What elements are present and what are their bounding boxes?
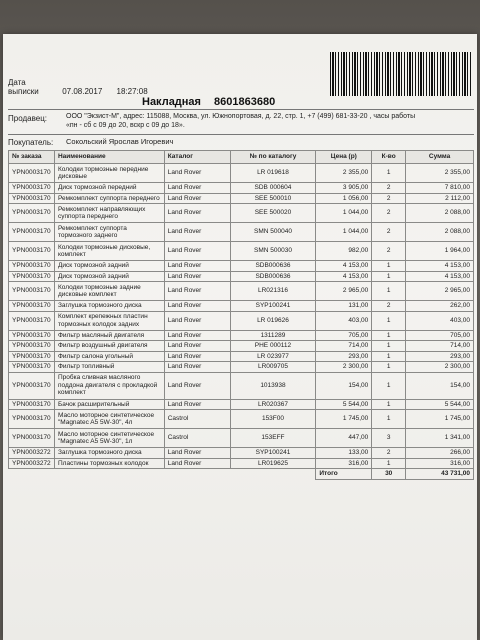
invoice-number: 8601863680 xyxy=(214,96,276,108)
cell-catalog: Land Rover xyxy=(164,193,230,204)
cell-order: YPN0003170 xyxy=(9,372,55,399)
col-header-part: № по каталогу xyxy=(230,151,316,164)
cell-price: 4 153,00 xyxy=(316,261,372,272)
col-header-order: № заказа xyxy=(9,151,55,164)
cell-price: 133,00 xyxy=(316,448,372,459)
cell-name: Фильтр топливный xyxy=(54,362,164,373)
cell-price: 131,00 xyxy=(316,301,372,312)
table-row xyxy=(9,351,474,362)
cell-name: Колодки тормозные задние дисковые комплект xyxy=(54,282,164,301)
cell-part: 153F00 xyxy=(230,410,316,429)
table-row xyxy=(9,223,474,242)
cell-catalog: Land Rover xyxy=(164,164,230,183)
cell-part: SYP100241 xyxy=(230,301,316,312)
cell-part: SDB 000604 xyxy=(230,183,316,194)
cell-catalog: Land Rover xyxy=(164,372,230,399)
table-row xyxy=(9,362,474,373)
cell-name: Диск тормозной задний xyxy=(54,271,164,282)
cell-sum: 316,00 xyxy=(406,458,474,469)
cell-order: YPN0003170 xyxy=(9,362,55,373)
cell-order: YPN0003170 xyxy=(9,429,55,448)
cell-part: SEE 500010 xyxy=(230,193,316,204)
cell-price: 1 044,00 xyxy=(316,223,372,242)
total-spacer xyxy=(9,469,55,480)
cell-order: YPN0003170 xyxy=(9,242,55,261)
cell-part: SYP100241 xyxy=(230,448,316,459)
barcode-image xyxy=(330,52,472,96)
cell-price: 1 044,00 xyxy=(316,204,372,223)
cell-qty: 1 xyxy=(372,311,406,330)
cell-name: Ремкомплект суппорта переднего xyxy=(54,193,164,204)
cell-part: SDB000636 xyxy=(230,271,316,282)
cell-catalog: Land Rover xyxy=(164,362,230,373)
cell-price: 403,00 xyxy=(316,311,372,330)
cell-part: PHE 000112 xyxy=(230,341,316,352)
cell-qty: 2 xyxy=(372,242,406,261)
cell-order: YPN0003170 xyxy=(9,351,55,362)
cell-qty: 2 xyxy=(372,301,406,312)
cell-part: LR 023977 xyxy=(230,351,316,362)
total-label: Итого xyxy=(316,469,372,480)
total-sum: 43 731,00 xyxy=(406,469,474,480)
buyer-name: Сокольский Ярослав Игоревич xyxy=(66,137,174,146)
cell-price: 3 905,00 xyxy=(316,183,372,194)
invoice-title xyxy=(142,96,275,108)
cell-part: 1311289 xyxy=(230,330,316,341)
cell-order: YPN0003170 xyxy=(9,204,55,223)
cell-qty: 2 xyxy=(372,204,406,223)
cell-part: LR 019626 xyxy=(230,311,316,330)
table-row xyxy=(9,242,474,261)
cell-order: YPN0003170 xyxy=(9,193,55,204)
cell-order: YPN0003170 xyxy=(9,282,55,301)
cell-order: YPN0003272 xyxy=(9,458,55,469)
cell-name: Диск тормозной передний xyxy=(54,183,164,194)
cell-qty: 3 xyxy=(372,429,406,448)
cell-part: 1013938 xyxy=(230,372,316,399)
cell-sum: 154,00 xyxy=(406,372,474,399)
divider xyxy=(8,134,474,135)
cell-catalog: Land Rover xyxy=(164,242,230,261)
cell-order: YPN0003170 xyxy=(9,410,55,429)
col-header-name: Наименование xyxy=(54,151,164,164)
cell-qty: 2 xyxy=(372,193,406,204)
cell-price: 316,00 xyxy=(316,458,372,469)
cell-price: 447,00 xyxy=(316,429,372,448)
cell-qty: 1 xyxy=(372,410,406,429)
cell-price: 154,00 xyxy=(316,372,372,399)
cell-order: YPN0003170 xyxy=(9,271,55,282)
cell-sum: 4 153,00 xyxy=(406,271,474,282)
cell-sum: 7 810,00 xyxy=(406,183,474,194)
table-row xyxy=(9,372,474,399)
date-label: Дата выписки xyxy=(8,78,39,96)
table-header-row xyxy=(9,151,474,164)
date-value: 07.08.2017 xyxy=(62,87,103,96)
cell-sum: 2 088,00 xyxy=(406,204,474,223)
table-row xyxy=(9,410,474,429)
cell-price: 2 965,00 xyxy=(316,282,372,301)
items-table xyxy=(8,150,474,480)
cell-sum: 714,00 xyxy=(406,341,474,352)
cell-qty: 1 xyxy=(372,164,406,183)
table-row xyxy=(9,183,474,194)
table-row xyxy=(9,448,474,459)
cell-order: YPN0003170 xyxy=(9,261,55,272)
cell-name: Бачок расширительный xyxy=(54,399,164,410)
cell-sum: 1 341,00 xyxy=(406,429,474,448)
cell-catalog: Land Rover xyxy=(164,223,230,242)
cell-qty: 1 xyxy=(372,458,406,469)
cell-sum: 266,00 xyxy=(406,448,474,459)
cell-name: Заглушка тормозного диска xyxy=(54,448,164,459)
cell-name: Масло моторное синтетическое "Magnatec A5 5W-30", 4л xyxy=(54,410,164,429)
cell-catalog: Land Rover xyxy=(164,261,230,272)
col-header-qty: К-во xyxy=(372,151,406,164)
cell-order: YPN0003170 xyxy=(9,330,55,341)
cell-name: Фильтр воздушный двигателя xyxy=(54,341,164,352)
cell-name: Масло моторное синтетическое "Magnatec A5 5W-30", 1л xyxy=(54,429,164,448)
cell-qty: 2 xyxy=(372,448,406,459)
table-body xyxy=(9,164,474,480)
cell-part: LR021316 xyxy=(230,282,316,301)
table-row xyxy=(9,311,474,330)
cell-qty: 1 xyxy=(372,351,406,362)
buyer-label: Покупатель: xyxy=(8,138,54,147)
total-spacer xyxy=(54,469,164,480)
cell-price: 5 544,00 xyxy=(316,399,372,410)
cell-sum: 2 355,00 xyxy=(406,164,474,183)
cell-qty: 1 xyxy=(372,372,406,399)
table-row xyxy=(9,330,474,341)
table-row xyxy=(9,271,474,282)
cell-name: Заглушка тормозного диска xyxy=(54,301,164,312)
cell-name: Ремкомплект суппорта тормозного заднего xyxy=(54,223,164,242)
cell-catalog: Land Rover xyxy=(164,204,230,223)
cell-catalog: Land Rover xyxy=(164,183,230,194)
cell-qty: 1 xyxy=(372,282,406,301)
cell-name: Диск тормозной задний xyxy=(54,261,164,272)
cell-part: SEE 500020 xyxy=(230,204,316,223)
total-spacer xyxy=(230,469,316,480)
cell-sum: 1 964,00 xyxy=(406,242,474,261)
cell-qty: 2 xyxy=(372,183,406,194)
table-row xyxy=(9,429,474,448)
cell-part: LR019625 xyxy=(230,458,316,469)
cell-price: 4 153,00 xyxy=(316,271,372,282)
cell-part: LR 019618 xyxy=(230,164,316,183)
seller-line-1: ООО "Экзист-М", адрес: 115088, Москва, ул. Южнопортовая, д. 22, стр. 1, +7 (499) 681-33-20 , часы работы xyxy=(66,113,416,120)
cell-qty: 1 xyxy=(372,341,406,352)
total-qty: 30 xyxy=(372,469,406,480)
cell-name: Комплект крепежных пластин тормозных колодок задних xyxy=(54,311,164,330)
cell-sum: 403,00 xyxy=(406,311,474,330)
cell-catalog: Land Rover xyxy=(164,458,230,469)
cell-catalog: Land Rover xyxy=(164,341,230,352)
table-row xyxy=(9,193,474,204)
cell-catalog: Land Rover xyxy=(164,399,230,410)
time-value: 18:27:08 xyxy=(116,87,148,96)
cell-qty: 1 xyxy=(372,271,406,282)
cell-part: 153EFF xyxy=(230,429,316,448)
cell-price: 982,00 xyxy=(316,242,372,261)
cell-part: SMN 500030 xyxy=(230,242,316,261)
table-row xyxy=(9,399,474,410)
table-row xyxy=(9,164,474,183)
total-spacer xyxy=(164,469,230,480)
cell-order: YPN0003170 xyxy=(9,164,55,183)
seller-line-2: «пн - сб с 09 до 20, вскр с 09 до 18». xyxy=(66,122,185,129)
cell-price: 293,00 xyxy=(316,351,372,362)
cell-catalog: Land Rover xyxy=(164,311,230,330)
cell-part: SDB000636 xyxy=(230,261,316,272)
col-header-sum: Сумма xyxy=(406,151,474,164)
cell-name: Фильтр масляный двигателя xyxy=(54,330,164,341)
cell-catalog: Castrol xyxy=(164,429,230,448)
cell-sum: 2 965,00 xyxy=(406,282,474,301)
cell-catalog: Land Rover xyxy=(164,448,230,459)
cell-name: Колодки тормозные дисковые, комплект xyxy=(54,242,164,261)
cell-price: 2 355,00 xyxy=(316,164,372,183)
table-row xyxy=(9,204,474,223)
cell-name: Фильтр салона угольный xyxy=(54,351,164,362)
cell-catalog: Castrol xyxy=(164,410,230,429)
table-row xyxy=(9,261,474,272)
cell-sum: 1 745,00 xyxy=(406,410,474,429)
cell-part: SMN 500040 xyxy=(230,223,316,242)
cell-name: Пробка сливная масляного поддона двигателя с прокладкой комплект xyxy=(54,372,164,399)
cell-sum: 2 300,00 xyxy=(406,362,474,373)
cell-sum: 2 112,00 xyxy=(406,193,474,204)
seller-label: Продавец: xyxy=(8,114,48,123)
cell-order: YPN0003272 xyxy=(9,448,55,459)
cell-order: YPN0003170 xyxy=(9,399,55,410)
invoice-title-label: Накладная xyxy=(142,96,201,108)
cell-qty: 1 xyxy=(372,261,406,272)
cell-sum: 2 088,00 xyxy=(406,223,474,242)
cell-name: Пластины тормозных колодок xyxy=(54,458,164,469)
cell-order: YPN0003170 xyxy=(9,183,55,194)
cell-sum: 262,00 xyxy=(406,301,474,312)
col-header-price: Цена (р) xyxy=(316,151,372,164)
cell-qty: 1 xyxy=(372,399,406,410)
cell-part: LR009705 xyxy=(230,362,316,373)
cell-catalog: Land Rover xyxy=(164,282,230,301)
cell-price: 714,00 xyxy=(316,341,372,352)
cell-order: YPN0003170 xyxy=(9,341,55,352)
cell-price: 2 300,00 xyxy=(316,362,372,373)
cell-sum: 4 153,00 xyxy=(406,261,474,272)
seller-details xyxy=(66,112,466,130)
cell-order: YPN0003170 xyxy=(9,301,55,312)
cell-price: 705,00 xyxy=(316,330,372,341)
cell-catalog: Land Rover xyxy=(164,271,230,282)
col-header-catalog: Каталог xyxy=(164,151,230,164)
cell-qty: 1 xyxy=(372,330,406,341)
total-row xyxy=(9,469,474,480)
cell-price: 1 745,00 xyxy=(316,410,372,429)
cell-order: YPN0003170 xyxy=(9,223,55,242)
table-row xyxy=(9,341,474,352)
cell-qty: 2 xyxy=(372,223,406,242)
cell-name: Ремкомплект направляющих суппорта переднего xyxy=(54,204,164,223)
cell-catalog: Land Rover xyxy=(164,330,230,341)
cell-sum: 705,00 xyxy=(406,330,474,341)
cell-catalog: Land Rover xyxy=(164,301,230,312)
date-row xyxy=(8,78,148,96)
table-row xyxy=(9,301,474,312)
cell-order: YPN0003170 xyxy=(9,311,55,330)
cell-sum: 5 544,00 xyxy=(406,399,474,410)
table-row xyxy=(9,458,474,469)
table-row xyxy=(9,282,474,301)
divider xyxy=(8,109,474,110)
cell-qty: 1 xyxy=(372,362,406,373)
cell-catalog: Land Rover xyxy=(164,351,230,362)
cell-name: Колодки тормозные передние дисковые xyxy=(54,164,164,183)
cell-price: 1 056,00 xyxy=(316,193,372,204)
cell-sum: 293,00 xyxy=(406,351,474,362)
cell-part: LR020367 xyxy=(230,399,316,410)
